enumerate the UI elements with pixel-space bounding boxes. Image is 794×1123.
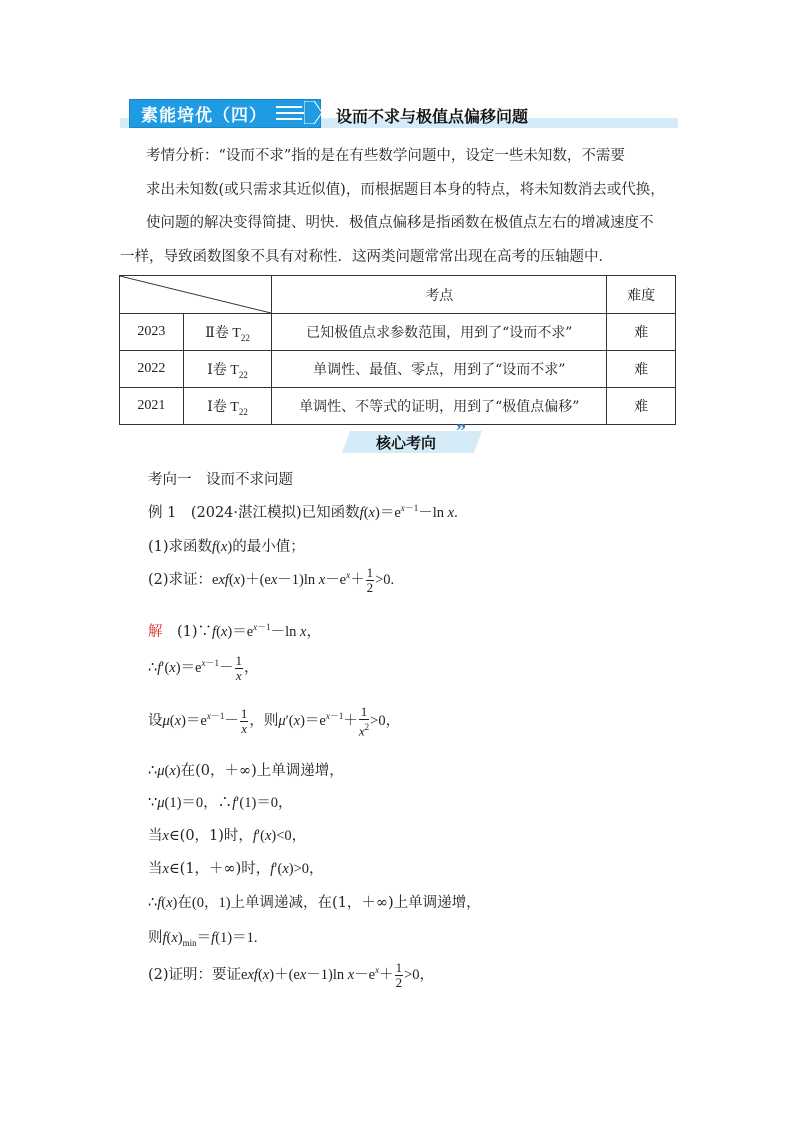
table-year: 2023 bbox=[120, 314, 184, 351]
table-level: 难 bbox=[607, 314, 676, 351]
solution-line-1: 解 $(1)\because f(x)=e^{x-1}-\ln$ x， bbox=[148, 622, 321, 640]
tag-line bbox=[276, 106, 302, 108]
table-level: 难 bbox=[607, 388, 676, 425]
table-paper: Ⅰ卷 $T_{22}$ bbox=[183, 351, 272, 388]
table-paper: Ⅰ卷 $T_{22}$ bbox=[183, 388, 272, 425]
question-2: (2)求证：exf(x)＋(ex－1)ln $x-e^x+$ $\frac{1}{2}$ >0. bbox=[148, 565, 395, 595]
exam-table bbox=[119, 275, 676, 425]
section-tag: 素能培优（四） bbox=[141, 106, 267, 126]
intro-line: 求出未知数(或只需求其近似值)，而根据题目本身的特点，将未知数消去或代换， bbox=[146, 182, 665, 198]
solution-line-8: ∴f(x)在(0，1)上单调递减，在(1，＋∞)上单调递增， bbox=[148, 895, 481, 911]
header-kaodian: 考点 bbox=[272, 276, 607, 314]
intro-line: 一样，导致函数图象不具有对称性．这两类问题常常出现在高考的压轴题中． bbox=[120, 249, 613, 265]
header-nandu: 难度 bbox=[607, 276, 676, 314]
table-point: 单调性、最值、零点，用到了“设而不求” bbox=[272, 351, 607, 388]
table-level: 难 bbox=[607, 351, 676, 388]
page-title: 设而不求与极值点偏移问题 bbox=[336, 107, 529, 126]
table-paper: Ⅱ卷 $T_{22}$ bbox=[183, 314, 272, 351]
tag-line bbox=[276, 112, 306, 114]
topic-heading: 考向一 设而不求问题 bbox=[148, 472, 293, 488]
table-year: 2022 bbox=[120, 351, 184, 388]
solution-line-2: $\therefore f'(x)=e^{x-1}-$ $\frac{1}{x}$ ， bbox=[148, 653, 259, 683]
diagonal-header-cell bbox=[120, 276, 272, 314]
tag-line bbox=[276, 118, 302, 120]
solution-line-5: ∵μ(1)＝0，∴f′(1)＝0， bbox=[148, 795, 293, 811]
solution-line-7: 当x∈(1，＋∞)时，f′(x)>0， bbox=[148, 861, 324, 877]
intro-line: 使问题的解决变得简捷、明快．极值点偏移是指函数在极值点左右的增减速度不 bbox=[146, 215, 654, 231]
solution-line-10: (2)证明：要证exf(x)＋(ex－1)ln $x-e^x+$ $\frac{1}{2}$ >0， bbox=[148, 960, 435, 990]
question-1: (1)求函数f(x)的最小值； bbox=[148, 539, 305, 555]
table-point: 已知极值点求参数范围，用到了“设而不求” bbox=[272, 314, 607, 351]
quote-mark-icon: ” bbox=[456, 420, 466, 442]
example-line: 例 1 (2024·湛江模拟)已知函数$f(x)=e^{x-1}-\ln$ x. bbox=[148, 503, 458, 521]
solution-line-4: ∴μ(x)在(0，＋∞)上单调递增， bbox=[148, 763, 344, 779]
table-point: 单调性、不等式的证明，用到了“极值点偏移” bbox=[272, 388, 607, 425]
solution-line-3: 设$\mu(x)=e^{x-1}-$ $\frac{1}{x}$ ，则$\mu'(x)=e^{x-1}+$ $\frac{1}{x^2}$ >0， bbox=[148, 704, 401, 739]
table-year: 2021 bbox=[120, 388, 184, 425]
solution-line-9: 则$f(x)_{min}=f(1)=1$. bbox=[148, 930, 258, 948]
solution-line-6: 当x∈(0，1)时，f′(x)<0， bbox=[148, 828, 307, 844]
arrow-icon bbox=[304, 101, 322, 124]
diagonal-line bbox=[120, 276, 271, 313]
core-section-title: 核心考向 bbox=[376, 434, 437, 452]
intro-line: 考情分析：“设而不求”指的是在有些数学问题中，设定一些未知数，不需要 bbox=[146, 148, 625, 164]
